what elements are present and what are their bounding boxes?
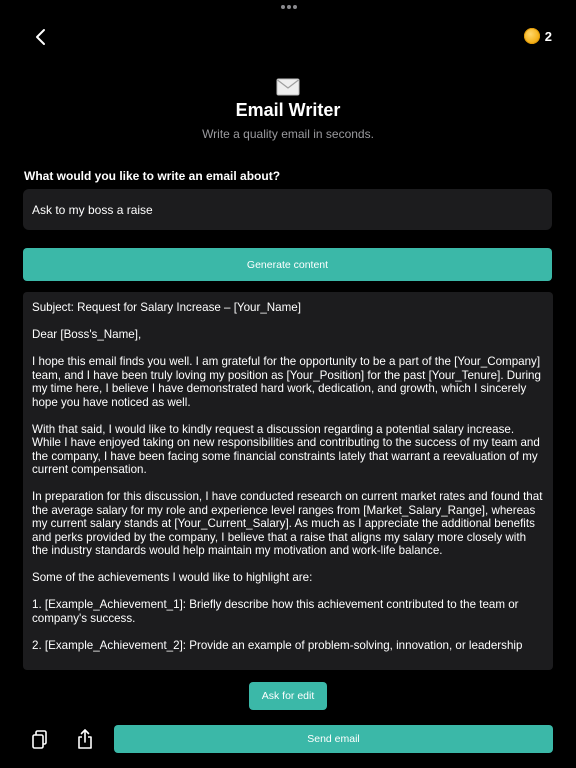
email-list-item: 1. [Example_Achievement_1]: Briefly describe how this achievement contributed to the team or company's success.	[32, 598, 519, 625]
grabber-dot	[293, 5, 297, 9]
prompt-label: What would you like to write an email about?	[24, 169, 281, 183]
generate-content-button[interactable]: Generate content	[23, 248, 552, 281]
grabber-dot	[287, 5, 291, 9]
share-icon	[75, 728, 95, 750]
send-email-button[interactable]: Send email	[114, 725, 553, 753]
envelope-icon	[276, 78, 300, 96]
email-paragraph: With that said, I would like to kindly request a discussion regarding a potential salary increase. While I have enjoyed taking on new responsibilities and contributing to the success of my team and the company, I have been facing some financial constraints lately that warrant a reevaluation of my current compensation.	[32, 422, 540, 476]
email-paragraph: In preparation for this discussion, I have conducted research on current market rates and found that the average salary for my role and experience level ranges from [Market_Salary_Range], whereas my current salary stands at [Your_Current_Salary]. As much as I appreciate the additional benefits and perks provided by the company, I believe that a raise that aligns my salary more closely with the industry standards would help maintain my motivation and work-life balance.	[32, 490, 543, 557]
ask-for-edit-button[interactable]: Ask for edit	[249, 682, 327, 710]
coin-count: 2	[544, 28, 552, 44]
email-greeting: Dear [Boss's_Name],	[32, 328, 142, 341]
sheet-grabber[interactable]	[281, 4, 297, 10]
back-chevron-icon	[30, 26, 52, 48]
email-subject: Subject: Request for Salary Increase – [Your_Name]	[32, 301, 301, 314]
coin-icon	[524, 28, 540, 44]
copy-button[interactable]	[30, 729, 50, 751]
email-topic-input[interactable]: Ask to my boss a raise	[23, 189, 552, 230]
page-subtitle: Write a quality email in seconds.	[202, 127, 374, 141]
coin-balance[interactable]	[524, 28, 552, 44]
page-title: Email Writer	[235, 100, 341, 120]
grabber-dot	[281, 5, 285, 9]
generated-email-text[interactable]	[23, 292, 553, 670]
email-list-item: 2. [Example_Achievement_2]: Provide an example of problem-solving, innovation, or leadership	[32, 638, 523, 652]
share-button[interactable]	[75, 728, 95, 750]
back-button[interactable]	[30, 26, 52, 48]
email-paragraph: I hope this email finds you well. I am grateful for the opportunity to be a part of the [Your_Company] team, and I have been truly loving my position as [Your_Position] for the past [Your_Tenure]. During my time here, I believe I have demonstrated hard work, dedication, and growth, which I sincerely hope you have noticed as well.	[32, 355, 541, 409]
copy-icon	[30, 729, 50, 751]
email-paragraph: Some of the achievements I would like to highlight are:	[32, 571, 313, 584]
